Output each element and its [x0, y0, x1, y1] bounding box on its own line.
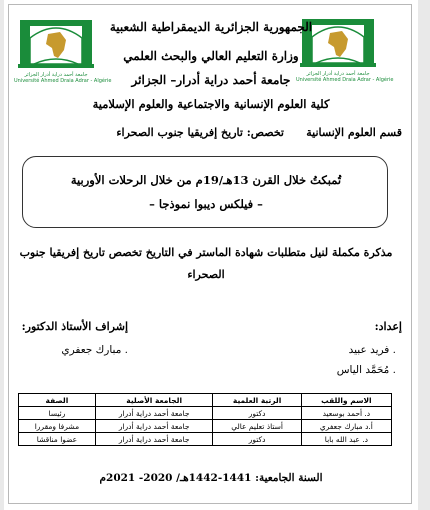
university-heading: جامعة أحمد دراية أدرار– الجزائر	[131, 73, 291, 87]
jury-table	[18, 393, 392, 446]
specialty-label: تخصص: تاريخ إفريقيا جنوب الصحراء	[116, 126, 284, 139]
jury-cell: عضوا مناقشا	[19, 433, 96, 446]
student-name: . مُحَمَّد الياس	[336, 364, 396, 376]
student-name: . فريد عبيد	[348, 344, 396, 356]
faculty-heading: كلية العلوم الإنسانية والاجتماعية والعلوم الإسلامية	[92, 97, 330, 111]
jury-cell: أ.د مبارك جعفري	[301, 420, 391, 433]
thesis-title: تُمبكتُ خلال القرن 13هـ/19م من خلال الرحلات الأوربية	[70, 173, 342, 187]
academic-year: السنة الجامعية: 1441-1442هـ/ 2020- 2021م	[99, 472, 323, 484]
ministry-heading: وزارة التعليم العالي والبحث العلمي	[123, 49, 299, 63]
logo-right-caption-fr: Université Ahmed Draia Adrar - Algérie	[296, 77, 394, 83]
memo-description-line2: الصحراء	[187, 268, 225, 281]
logo-left-caption-fr: Université Ahmed Draia Adrar - Algérie	[14, 78, 112, 84]
table-row	[19, 407, 392, 420]
thesis-title-box	[22, 156, 388, 228]
jury-cell: د. عبد الله بابا	[301, 433, 391, 446]
jury-cell: مشرفا ومقررا	[19, 420, 96, 433]
supervisor-name: . مبارك جعفري	[61, 344, 128, 356]
logo-right-caption-ar: جامعة أحمد دراية أدرار الجزائر	[306, 71, 370, 77]
prepared-by-label: إعداد:	[374, 320, 402, 333]
document-page	[4, 0, 418, 510]
table-row	[19, 420, 392, 433]
jury-cell: دكتور	[213, 407, 301, 420]
jury-header-cell: الصفة	[19, 394, 96, 407]
thesis-subtitle: – فيلكس ديبوا نموذجا –	[149, 197, 263, 211]
jury-cell: جامعة أحمد دراية أدرار	[95, 420, 213, 433]
jury-cell: أستاذ تعليم عالي	[213, 420, 301, 433]
logo-left-caption-ar: جامعة أحمد دراية أدرار الجزائر	[24, 72, 88, 78]
republic-heading: الجمهورية الجزائرية الديمقراطية الشعبية	[109, 20, 313, 34]
jury-header-cell: الاسم واللقب	[301, 394, 391, 407]
table-row	[19, 433, 392, 446]
jury-cell: دكتور	[213, 433, 301, 446]
jury-cell: جامعة أحمد دراية أدرار	[95, 433, 213, 446]
jury-cell: د. أحمد بوسعيد	[301, 407, 391, 420]
jury-cell: رئيسا	[19, 407, 96, 420]
department-label: قسم العلوم الإنسانية	[306, 126, 402, 139]
memo-description-line1: مذكرة مكملة لنيل متطلبات شهادة الماستر في التاريخ تخصص تاريخ إفريقيا جنوب	[19, 246, 393, 259]
jury-cell: جامعة أحمد دراية أدرار	[95, 407, 213, 420]
supervisor-label: إشراف الأستاذ الدكتور:	[21, 320, 128, 333]
jury-header-cell: الجامعة الأصلية	[95, 394, 213, 407]
jury-table-header	[19, 394, 392, 407]
jury-header-cell: الرتبة العلمية	[213, 394, 301, 407]
